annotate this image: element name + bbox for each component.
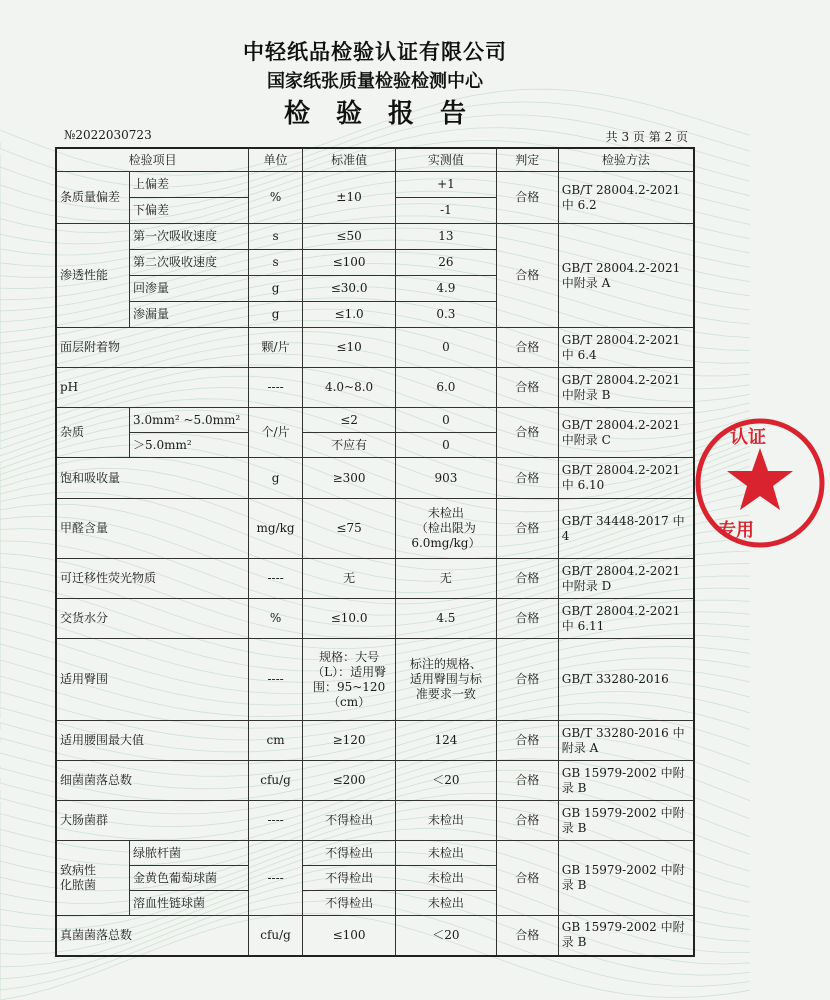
measured-cell: +1 (396, 172, 496, 198)
measured-line: 未检出 (427, 506, 464, 520)
measured-cell (396, 499, 496, 559)
seal-text: 认证 (730, 427, 766, 448)
measured-cell: 未检出 (396, 841, 496, 866)
official-seal-stamp (690, 408, 830, 558)
measured-cell: -1 (396, 198, 496, 224)
measured-cell: 未检出 (396, 801, 496, 841)
judgement-cell: 合格 (496, 172, 558, 224)
measured-cell: 0 (396, 408, 496, 433)
standard-cell: 不得检出 (302, 841, 395, 866)
unit-cell: g (249, 458, 303, 499)
sub-item-cell: 上偏差 (130, 172, 249, 198)
measured-cell: 4.5 (396, 599, 496, 639)
table-row (56, 761, 694, 801)
item-cell: 甲醛含量 (56, 499, 249, 559)
item-line: 致病性 (60, 863, 97, 877)
judgement-cell: 合格 (496, 458, 558, 499)
standard-line: 规格：大号 (319, 649, 380, 664)
judgement-cell: 合格 (496, 801, 558, 841)
col-header-item: 检验项目 (56, 148, 249, 172)
table-row (56, 559, 694, 599)
measured-cell: 未检出 (396, 866, 496, 891)
measured-cell: ＜20 (396, 761, 496, 801)
sub-item-cell: ＞5.0mm² (130, 433, 249, 458)
item-cell: 真菌菌落总数 (56, 916, 249, 956)
measured-cell: 4.9 (396, 276, 496, 302)
judgement-cell: 合格 (496, 639, 558, 721)
standard-cell (302, 639, 395, 721)
sub-item-cell: 第二次吸收速度 (130, 250, 249, 276)
unit-cell: cm (249, 721, 303, 761)
unit-cell: 颗/片 (249, 328, 303, 368)
unit-cell: ---- (249, 639, 303, 721)
standard-cell: ≤75 (302, 499, 395, 559)
page-counter: 共 3 页 第 2 页 (605, 130, 688, 144)
standard-cell: ≤50 (302, 224, 395, 250)
judgement-cell: 合格 (496, 368, 558, 408)
measured-cell: ＜20 (396, 916, 496, 956)
method-cell: GB/T 28004.2-2021 中 6.4 (558, 328, 694, 368)
unit-cell: s (249, 250, 303, 276)
measured-cell: 6.0 (396, 368, 496, 408)
measured-cell: 0 (396, 433, 496, 458)
item-cell: 面层附着物 (56, 328, 249, 368)
unit-cell: ---- (249, 841, 303, 916)
method-cell: GB 15979-2002 中附录 B (558, 841, 694, 916)
measured-cell (396, 639, 496, 721)
method-cell: GB/T 28004.2-2021 中附录 D (558, 559, 694, 599)
report-title: 检验报告 (283, 99, 492, 129)
sub-item-cell: 3.0mm² ~5.0mm² (130, 408, 249, 433)
unit-cell: ---- (249, 801, 303, 841)
item-cell: 条质量偏差 (56, 172, 130, 224)
col-header-unit: 单位 (249, 148, 303, 172)
method-cell: GB/T 34448-2017 中 4 (558, 499, 694, 559)
table-row (56, 639, 694, 721)
item-cell: 大肠菌群 (56, 801, 249, 841)
company-name: 中轻纸品检验认证有限公司 (243, 40, 507, 64)
judgement-cell: 合格 (496, 408, 558, 458)
sub-item-cell: 下偏差 (130, 198, 249, 224)
item-line: 化脓菌 (60, 878, 97, 892)
method-cell: GB/T 33280-2016 (558, 639, 694, 721)
standard-cell: ≤1.0 (302, 302, 395, 328)
measured-cell: 未检出 (396, 891, 496, 916)
standard-cell: ±10 (302, 172, 395, 224)
standard-cell: ≤2 (302, 408, 395, 433)
measured-line: 适用臀围与标 (409, 672, 482, 686)
measured-cell: 903 (396, 458, 496, 499)
table-row (56, 172, 694, 198)
report-number: №2022030723 (64, 128, 152, 142)
standard-cell: 不应有 (302, 433, 395, 458)
method-cell: GB/T 28004.2-2021 中附录 C (558, 408, 694, 458)
judgement-cell: 合格 (496, 841, 558, 916)
method-cell: GB 15979-2002 中附录 B (558, 916, 694, 956)
judgement-cell: 合格 (496, 328, 558, 368)
judgement-cell: 合格 (496, 224, 558, 328)
method-cell: GB/T 28004.2-2021 中 6.2 (558, 172, 694, 224)
item-cell (56, 841, 130, 916)
sub-item-cell: 第一次吸收速度 (130, 224, 249, 250)
standard-line: （L）：适用臀 (312, 664, 387, 679)
table-row (56, 801, 694, 841)
table-row (56, 721, 694, 761)
seal-text: 专用 (718, 520, 754, 541)
unit-cell: ---- (249, 368, 303, 408)
unit-cell: mg/kg (249, 499, 303, 559)
unit-cell: % (249, 599, 303, 639)
standard-cell: ≥120 (302, 721, 395, 761)
standard-cell: 不得检出 (302, 801, 395, 841)
sub-item-cell: 回渗量 (130, 276, 249, 302)
judgement-cell: 合格 (496, 916, 558, 956)
standard-cell: ≤10.0 (302, 599, 395, 639)
standard-cell: 无 (302, 559, 395, 599)
item-cell: 细菌菌落总数 (56, 761, 249, 801)
col-header-measured: 实测值 (396, 148, 496, 172)
col-header-standard: 标准值 (302, 148, 395, 172)
item-cell: pH (56, 368, 249, 408)
method-cell: GB/T 28004.2-2021 中附录 A (558, 224, 694, 328)
unit-cell: s (249, 224, 303, 250)
table-row (56, 224, 694, 250)
table-row (56, 368, 694, 408)
item-cell: 杂质 (56, 408, 130, 458)
table-row (56, 458, 694, 499)
standard-cell: 不得检出 (302, 866, 395, 891)
sub-item-cell: 渗漏量 (130, 302, 249, 328)
standard-line: 围：95~120 (312, 679, 386, 694)
table-row (56, 499, 694, 559)
item-cell: 可迁移性荧光物质 (56, 559, 249, 599)
table-row (56, 599, 694, 639)
standard-cell: 4.0~8.0 (302, 368, 395, 408)
standard-cell: ≤100 (302, 250, 395, 276)
unit-cell: g (249, 276, 303, 302)
sub-item-cell: 溶血性链球菌 (130, 891, 249, 916)
item-cell: 饱和吸收量 (56, 458, 249, 499)
table-row (56, 328, 694, 368)
unit-cell: cfu/g (249, 761, 303, 801)
unit-cell: ---- (249, 559, 303, 599)
judgement-cell: 合格 (496, 499, 558, 559)
standard-cell: ≤100 (302, 916, 395, 956)
method-cell: GB/T 28004.2-2021 中 6.11 (558, 599, 694, 639)
table-row (56, 841, 694, 866)
measured-cell: 124 (396, 721, 496, 761)
standard-line: （cm） (328, 694, 371, 709)
standard-cell: ≤200 (302, 761, 395, 801)
method-cell: GB/T 28004.2-2021 中附录 B (558, 368, 694, 408)
method-cell: GB 15979-2002 中附录 B (558, 761, 694, 801)
judgement-cell: 合格 (496, 721, 558, 761)
table-row (56, 408, 694, 433)
unit-cell: 个/片 (249, 408, 303, 458)
item-cell: 适用腰围最大值 (56, 721, 249, 761)
measured-cell: 26 (396, 250, 496, 276)
measured-line: （检出限为 (415, 521, 476, 535)
unit-cell: % (249, 172, 303, 224)
measured-cell: 0.3 (396, 302, 496, 328)
item-cell: 渗透性能 (56, 224, 130, 328)
judgement-cell: 合格 (496, 599, 558, 639)
standard-cell: 不得检出 (302, 891, 395, 916)
method-cell: GB/T 28004.2-2021 中 6.10 (558, 458, 694, 499)
measured-cell: 无 (396, 559, 496, 599)
standard-cell: ≤30.0 (302, 276, 395, 302)
judgement-cell: 合格 (496, 761, 558, 801)
item-cell: 交货水分 (56, 599, 249, 639)
method-cell: GB 15979-2002 中附录 B (558, 801, 694, 841)
measured-cell: 0 (396, 328, 496, 368)
measured-line: 准要求一致 (415, 687, 476, 701)
measured-line: 标注的规格、 (409, 657, 482, 671)
judgement-cell: 合格 (496, 559, 558, 599)
method-cell: GB/T 33280-2016 中附录 A (558, 721, 694, 761)
unit-cell: g (249, 302, 303, 328)
measured-cell: 13 (396, 224, 496, 250)
inspection-table (55, 147, 695, 957)
table-row (56, 916, 694, 956)
col-header-method: 检验方法 (558, 148, 694, 172)
col-header-judgement: 判定 (496, 148, 558, 172)
item-cell: 适用臀围 (56, 639, 249, 721)
table-header-row (56, 148, 694, 172)
sub-item-cell: 绿脓杆菌 (130, 841, 249, 866)
sub-item-cell: 金黄色葡萄球菌 (130, 866, 249, 891)
standard-cell: ≥300 (302, 458, 395, 499)
measured-line: 6.0mg/kg） (411, 536, 481, 550)
standard-cell: ≤10 (302, 328, 395, 368)
unit-cell: cfu/g (249, 916, 303, 956)
center-name: 国家纸张质量检验检测中心 (267, 71, 483, 92)
